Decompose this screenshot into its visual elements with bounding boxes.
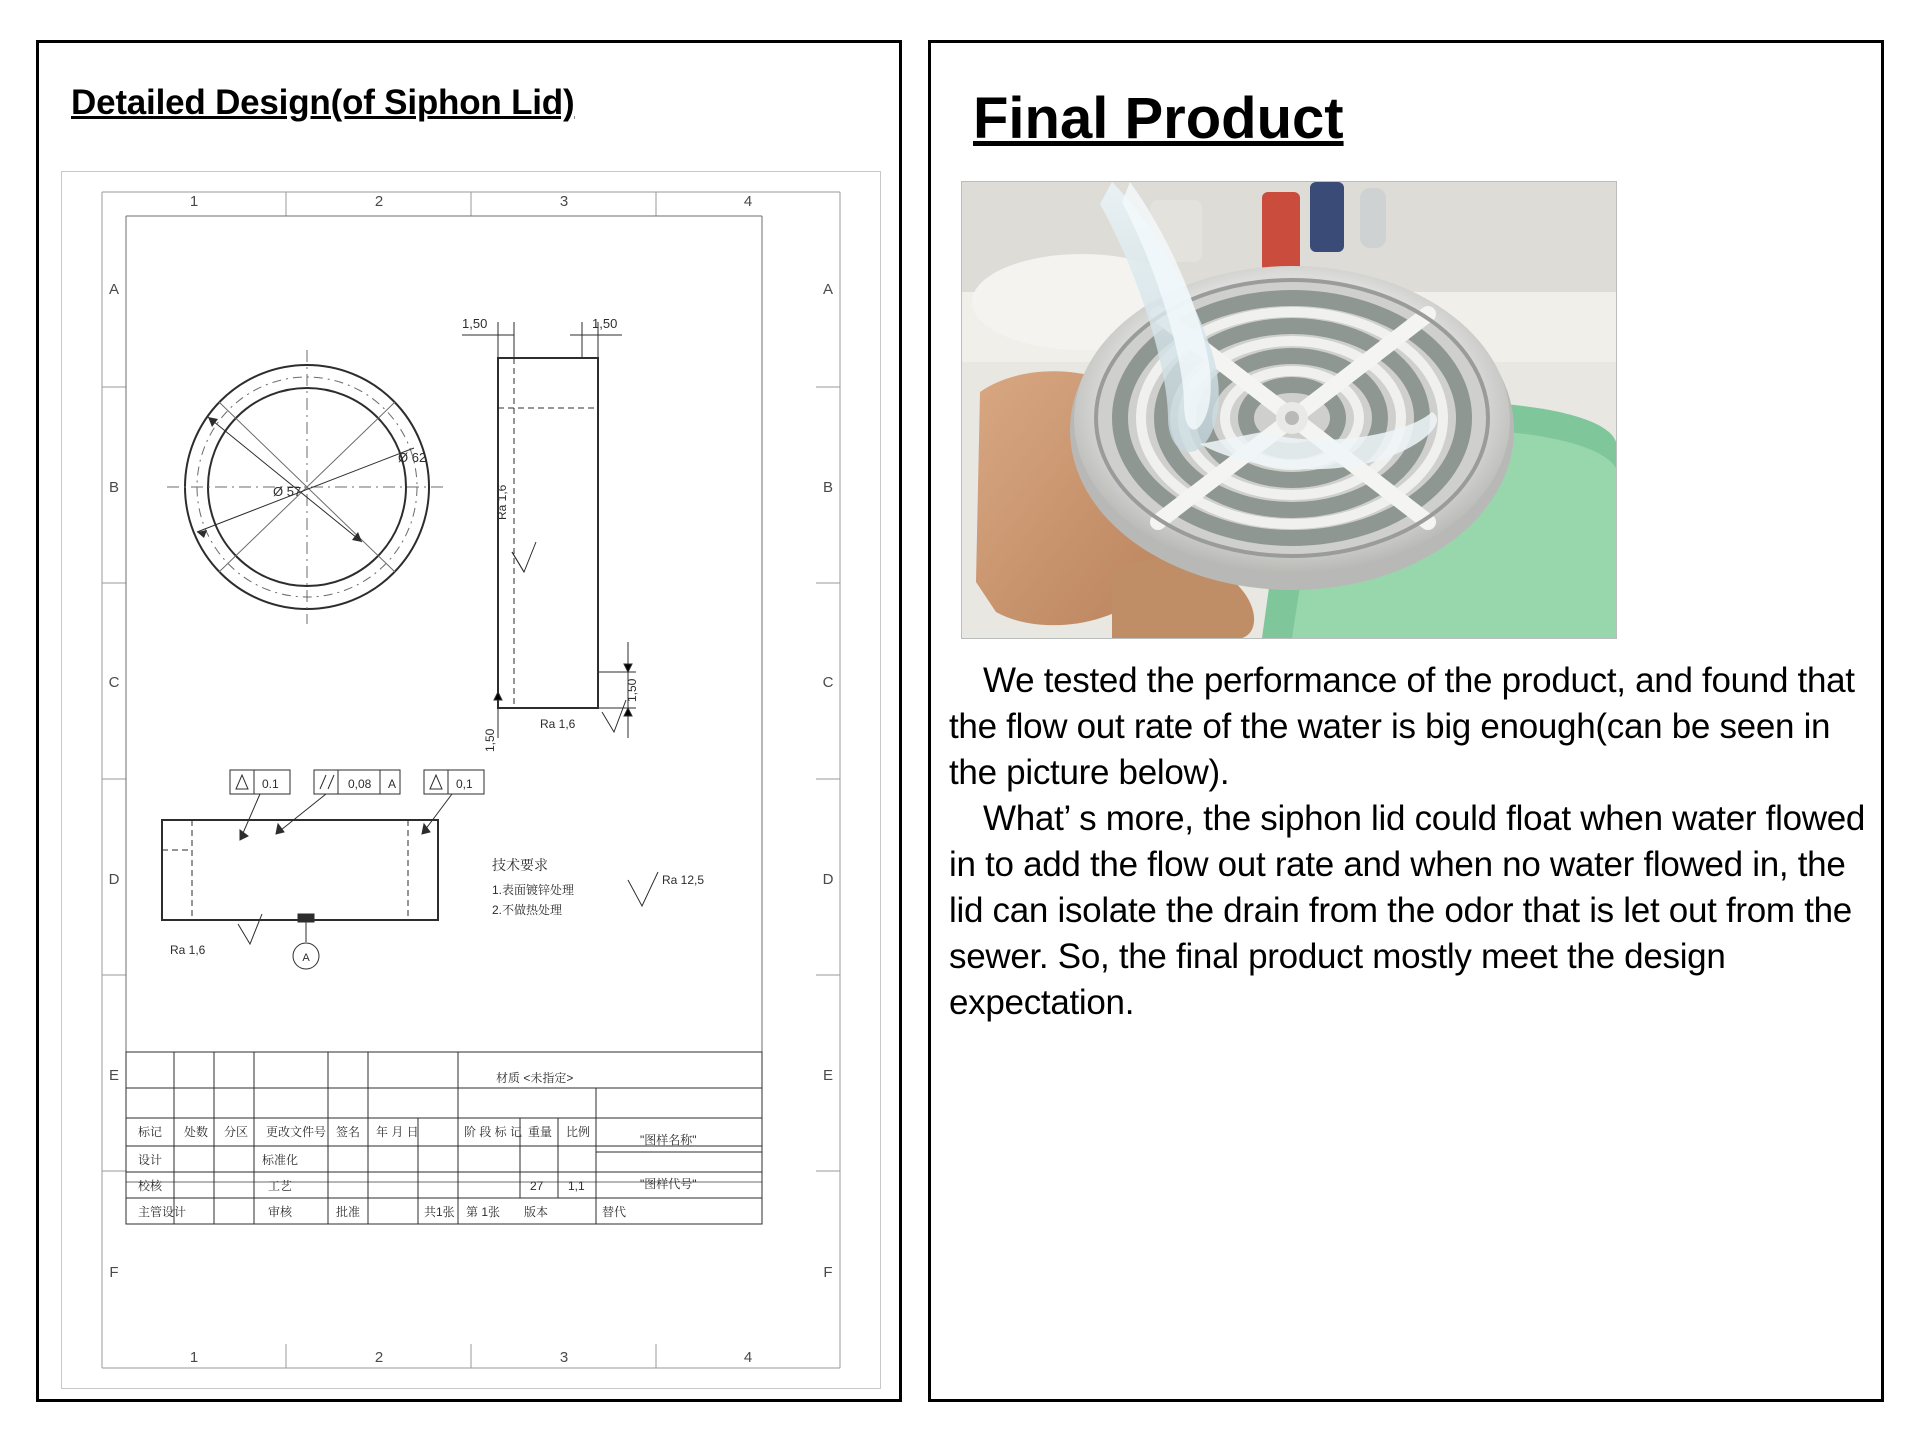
- left-panel-title: Detailed Design(of Siphon Lid): [71, 83, 575, 122]
- svg-text:3: 3: [559, 1349, 569, 1366]
- svg-text:校核: 校核: [138, 1179, 163, 1193]
- svg-text:0.1: 0.1: [262, 777, 279, 791]
- svg-text:Ra 1,6: Ra 1,6: [540, 717, 576, 731]
- final-product-photo-svg: [962, 182, 1616, 638]
- right-panel-title: Final Product: [973, 86, 1344, 151]
- final-product-description: [949, 658, 1869, 1026]
- svg-text:Ø 62: Ø 62: [398, 450, 427, 465]
- svg-text:更改文件号: 更改文件号: [266, 1125, 327, 1139]
- svg-text:B: B: [108, 479, 120, 496]
- svg-text:签名: 签名: [336, 1125, 361, 1139]
- svg-text:年 月 日: 年 月 日: [376, 1125, 419, 1139]
- svg-text:1,50: 1,50: [483, 728, 497, 752]
- svg-text:"图样代号": "图样代号": [640, 1177, 697, 1191]
- svg-text:标记: 标记: [138, 1125, 163, 1139]
- technical-drawing-svg: [62, 172, 880, 1388]
- svg-text:0,08: 0,08: [348, 777, 372, 791]
- svg-text:Ra 1,6: Ra 1,6: [495, 484, 509, 520]
- svg-text:1,50: 1,50: [592, 316, 618, 331]
- svg-text:A: A: [388, 777, 397, 791]
- left-panel: [36, 40, 902, 1402]
- svg-text:2: 2: [374, 1349, 384, 1366]
- svg-text:批准: 批准: [336, 1205, 361, 1219]
- svg-text:审核: 审核: [268, 1205, 293, 1219]
- svg-text:D: D: [108, 871, 120, 888]
- svg-text:比例: 比例: [566, 1125, 591, 1139]
- svg-text:1.表面镀锌处理: 1.表面镀锌处理: [492, 883, 575, 897]
- svg-text:2: 2: [374, 193, 384, 210]
- technical-drawing: [61, 171, 881, 1389]
- svg-text:F: F: [109, 1264, 119, 1281]
- svg-text:版本: 版本: [524, 1205, 549, 1219]
- svg-text:1: 1: [189, 1349, 199, 1366]
- svg-text:标准化: 标准化: [262, 1153, 299, 1167]
- svg-text:Ra 12,5: Ra 12,5: [662, 873, 705, 887]
- svg-text:设计: 设计: [138, 1153, 163, 1167]
- svg-text:Ø 57: Ø 57: [273, 484, 302, 499]
- svg-text:A: A: [302, 952, 310, 964]
- description-paragraph-2: What’ s more, the siphon lid could float when water flowed in to add the flow out rate and when no water flowed in, the lid can isolate the drain from the odor that is let out from the sewer. So, the final product mostly meet the design expectation.: [949, 799, 1866, 1022]
- final-product-photo: [961, 181, 1617, 639]
- svg-text:第 1张: 第 1张: [466, 1205, 501, 1219]
- svg-text:C: C: [822, 674, 834, 691]
- svg-text:主管设计: 主管设计: [138, 1205, 187, 1219]
- right-panel: [928, 40, 1884, 1402]
- svg-text:1,50: 1,50: [462, 316, 488, 331]
- svg-text:技术要求: 技术要求: [492, 857, 548, 873]
- svg-text:Ra 1,6: Ra 1,6: [170, 943, 206, 957]
- description-paragraph-1: We tested the performance of the product, and found that the flow out rate of the water is big enough(can be seen in the picture below).: [949, 661, 1855, 792]
- svg-text:阶 段 标 记: 阶 段 标 记: [464, 1125, 523, 1139]
- svg-text:材质 <未指定>: 材质 <未指定>: [496, 1071, 574, 1085]
- svg-text:E: E: [822, 1067, 834, 1084]
- svg-text:4: 4: [743, 193, 753, 210]
- svg-text:B: B: [822, 479, 834, 496]
- svg-text:重量: 重量: [528, 1125, 553, 1139]
- svg-text:替代: 替代: [602, 1205, 627, 1219]
- svg-text:D: D: [822, 871, 834, 888]
- svg-text:C: C: [108, 674, 120, 691]
- svg-text:27: 27: [530, 1179, 544, 1193]
- svg-text:1,1: 1,1: [568, 1179, 585, 1193]
- svg-text:处数: 处数: [184, 1125, 209, 1139]
- svg-text:1,50: 1,50: [625, 678, 639, 702]
- svg-text:A: A: [108, 281, 120, 298]
- svg-text:1: 1: [189, 193, 199, 210]
- svg-text:A: A: [822, 281, 834, 298]
- svg-text:工艺: 工艺: [268, 1179, 293, 1193]
- svg-text:"图样名称": "图样名称": [640, 1133, 697, 1147]
- svg-text:4: 4: [743, 1349, 753, 1366]
- svg-text:3: 3: [559, 193, 569, 210]
- svg-text:分区: 分区: [224, 1125, 249, 1139]
- svg-text:共1张: 共1张: [424, 1205, 455, 1219]
- svg-text:2.不做热处理: 2.不做热处理: [492, 903, 563, 917]
- svg-text:F: F: [823, 1264, 833, 1281]
- svg-text:E: E: [108, 1067, 120, 1084]
- svg-text:0,1: 0,1: [456, 777, 473, 791]
